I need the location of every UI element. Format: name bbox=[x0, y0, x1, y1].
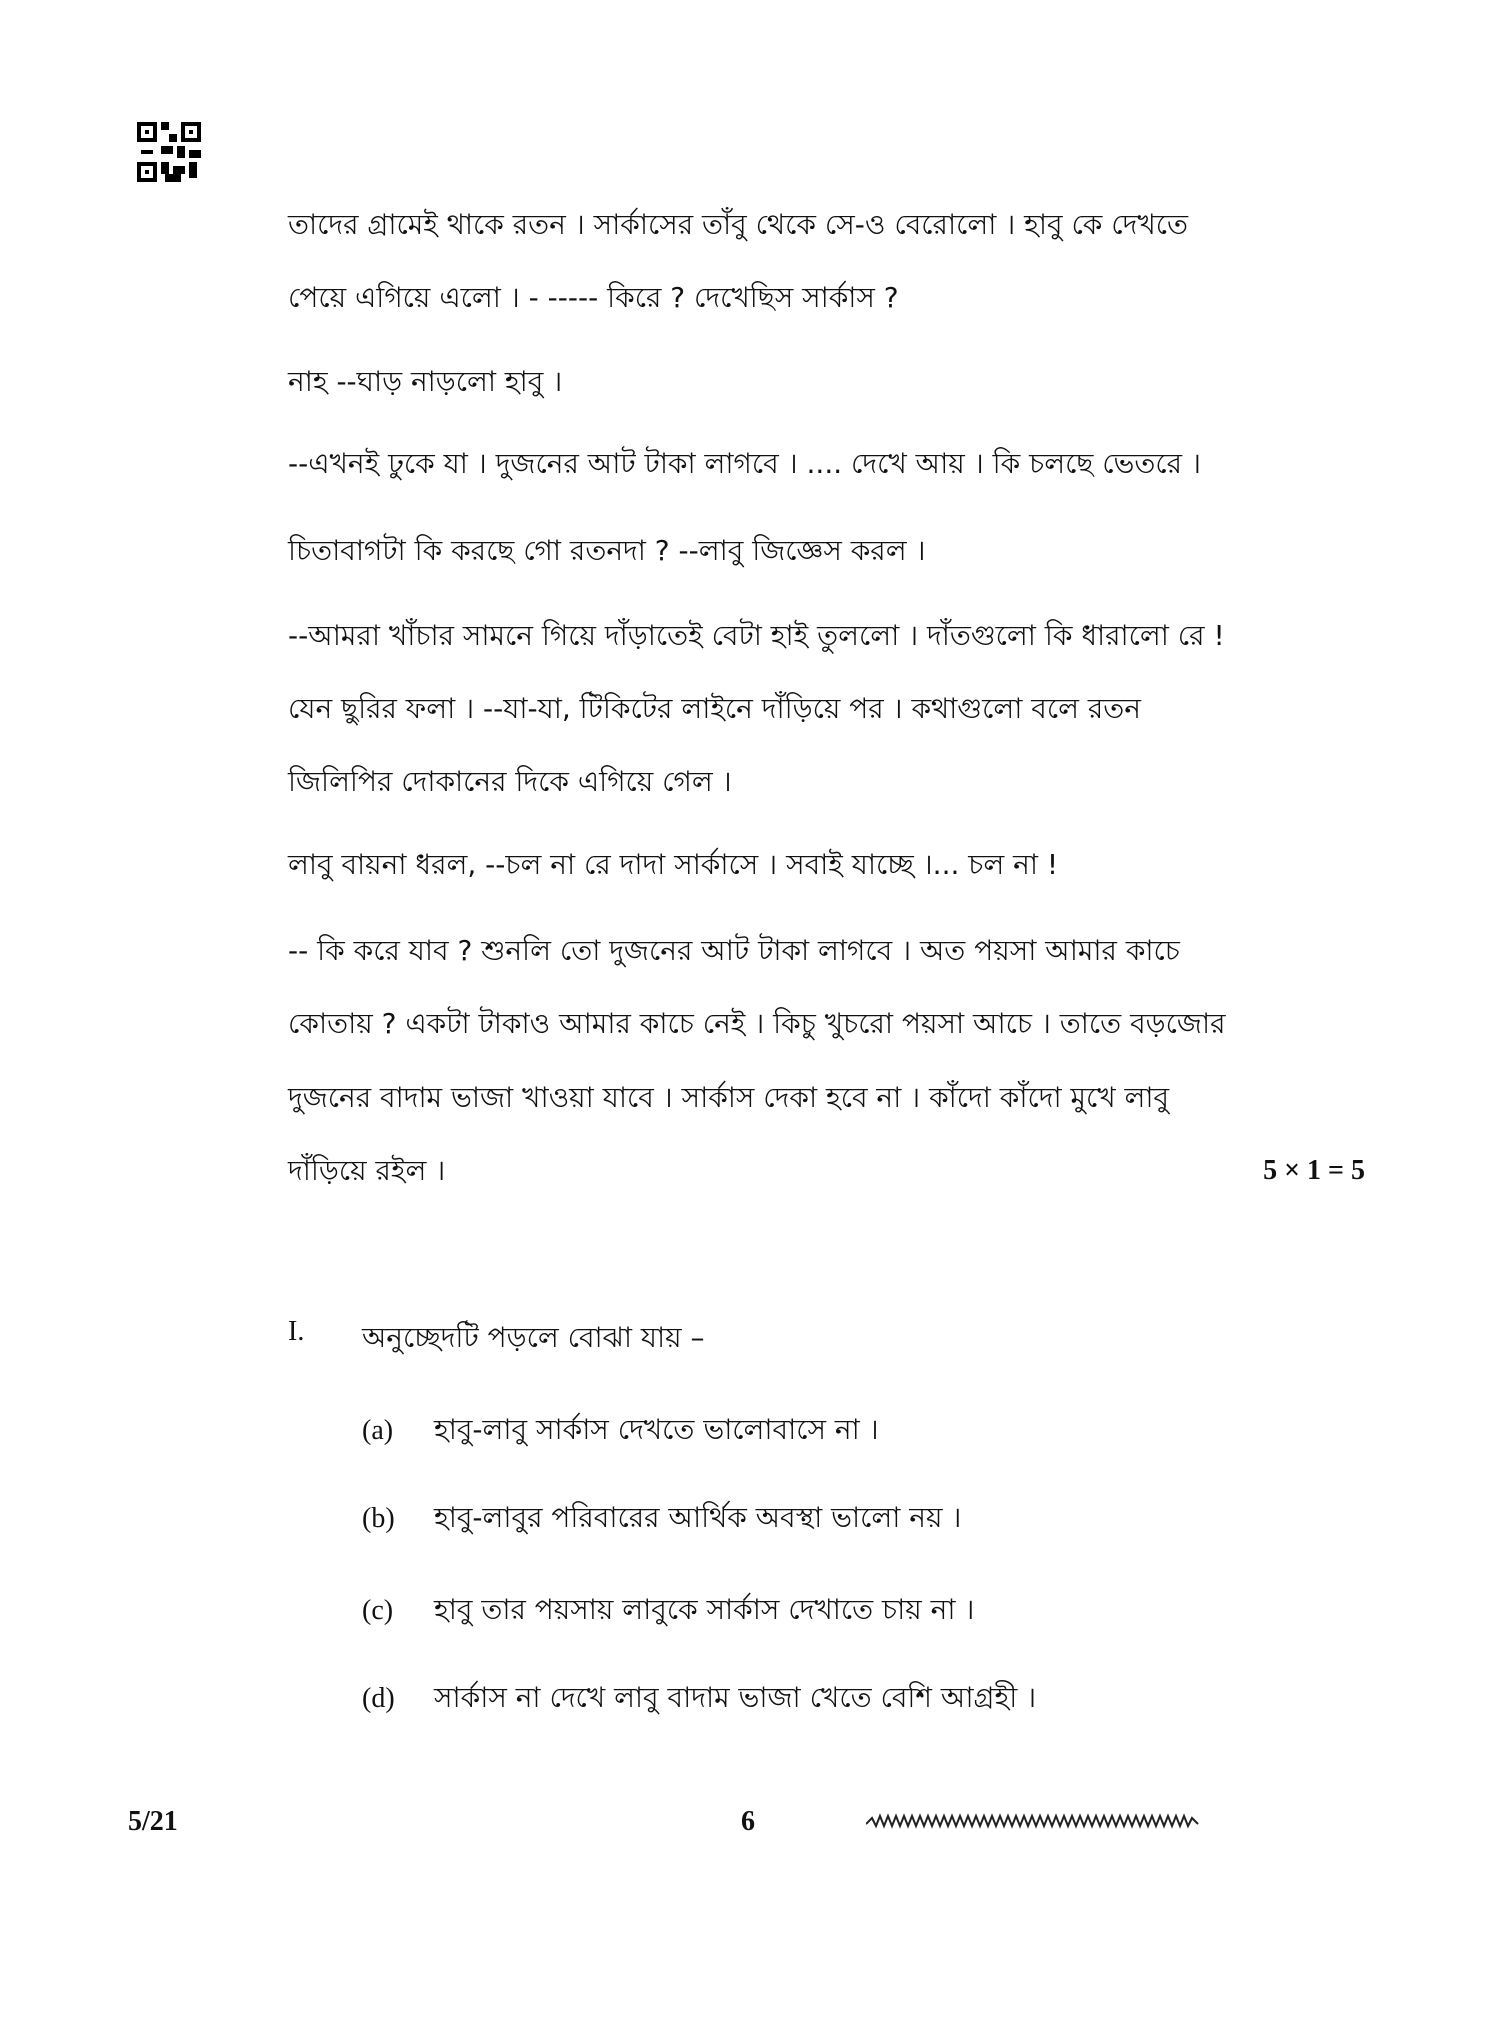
option-text: হাবু-লাবু সার্কাস দেখতে ভালোবাসে না । bbox=[434, 1413, 879, 1446]
option-text: হাবু তার পয়সায় লাবুকে সার্কাস দেখাতে চায় না । bbox=[434, 1593, 975, 1626]
question-number: I. bbox=[288, 1316, 305, 1347]
option-label: (a) bbox=[362, 1415, 394, 1446]
passage-line: কোতায় ? একটা টাকাও আমার কাচে নেই । কিচু খুচরো পয়সা আচে । তাতে বড়জোর bbox=[288, 1007, 1226, 1040]
passage-line: দাঁড়িয়ে রইল । bbox=[288, 1154, 446, 1187]
option-text: সার্কাস না দেখে লাবু বাদাম ভাজা খেতে বেশি আগ্রহী । bbox=[434, 1681, 1037, 1714]
passage-line: তাদের গ্রামেই থাকে রতন । সার্কাসের তাঁবু থেকে সে-ও বেরোলো । হাবু কে দেখতে bbox=[288, 208, 1189, 241]
page-number: 6 bbox=[741, 1806, 755, 1837]
passage-line: লাবু বায়না ধরল, --চল না রে দাদা সার্কাসে । সবাই যাচ্ছে ।... চল না ! bbox=[288, 848, 1059, 881]
option-a bbox=[362, 1408, 879, 1455]
squiggle-line bbox=[866, 1812, 1206, 1832]
passage-line: পেয়ে এগিয়ে এলো । - ----- কিরে ? দেখেছিস সার্কাস ? bbox=[288, 281, 899, 314]
passage-line: --এখনই ঢুকে যা । দুজনের আট টাকা লাগবে । .... দেখে আয় । কি চলছে ভেতরে । bbox=[288, 447, 1201, 480]
option-label: (b) bbox=[362, 1503, 395, 1534]
passage-line: চিতাবাগটা কি করছে গো রতনদা ? --লাবু জিজ্ঞেস করল । bbox=[288, 534, 926, 567]
option-text: হাবু-লাবুর পরিবারের আর্থিক অবস্থা ভালো নয় । bbox=[434, 1501, 962, 1534]
paper-code: 5/21 bbox=[128, 1806, 178, 1837]
qr-code bbox=[137, 122, 201, 182]
option-d bbox=[362, 1676, 1036, 1723]
marks-allocation: 5 × 1 = 5 bbox=[1263, 1155, 1365, 1186]
option-label: (d) bbox=[362, 1683, 395, 1714]
option-b bbox=[362, 1496, 961, 1543]
question-text: অনুচ্ছেদটি পড়লে বোঝা যায় – bbox=[362, 1321, 705, 1354]
passage-line: যেন ছুরির ফলা । --যা-যা, টিকিটের লাইনে দাঁড়িয়ে পর । কথাগুলো বলে রতন bbox=[288, 692, 1141, 725]
passage-line: জিলিপির দোকানের দিকে এগিয়ে গেল । bbox=[288, 765, 732, 798]
option-c bbox=[362, 1588, 974, 1635]
passage-line: দুজনের বাদাম ভাজা খাওয়া যাবে । সার্কাস দেকা হবে না । কাঁদো কাঁদো মুখে লাবু bbox=[288, 1081, 1170, 1114]
passage-line: নাহ --ঘাড় নাড়লো হাবু । bbox=[288, 365, 563, 398]
passage-line: -- কি করে যাব ? শুনলি তো দুজনের আট টাকা লাগবে । অত পয়সা আমার কাচে bbox=[288, 934, 1180, 967]
passage-line: --আমরা খাঁচার সামনে গিয়ে দাঁড়াতেই বেটা হাই তুললো । দাঁতগুলো কি ধারালো রে ! bbox=[288, 619, 1225, 652]
option-label: (c) bbox=[362, 1595, 394, 1626]
